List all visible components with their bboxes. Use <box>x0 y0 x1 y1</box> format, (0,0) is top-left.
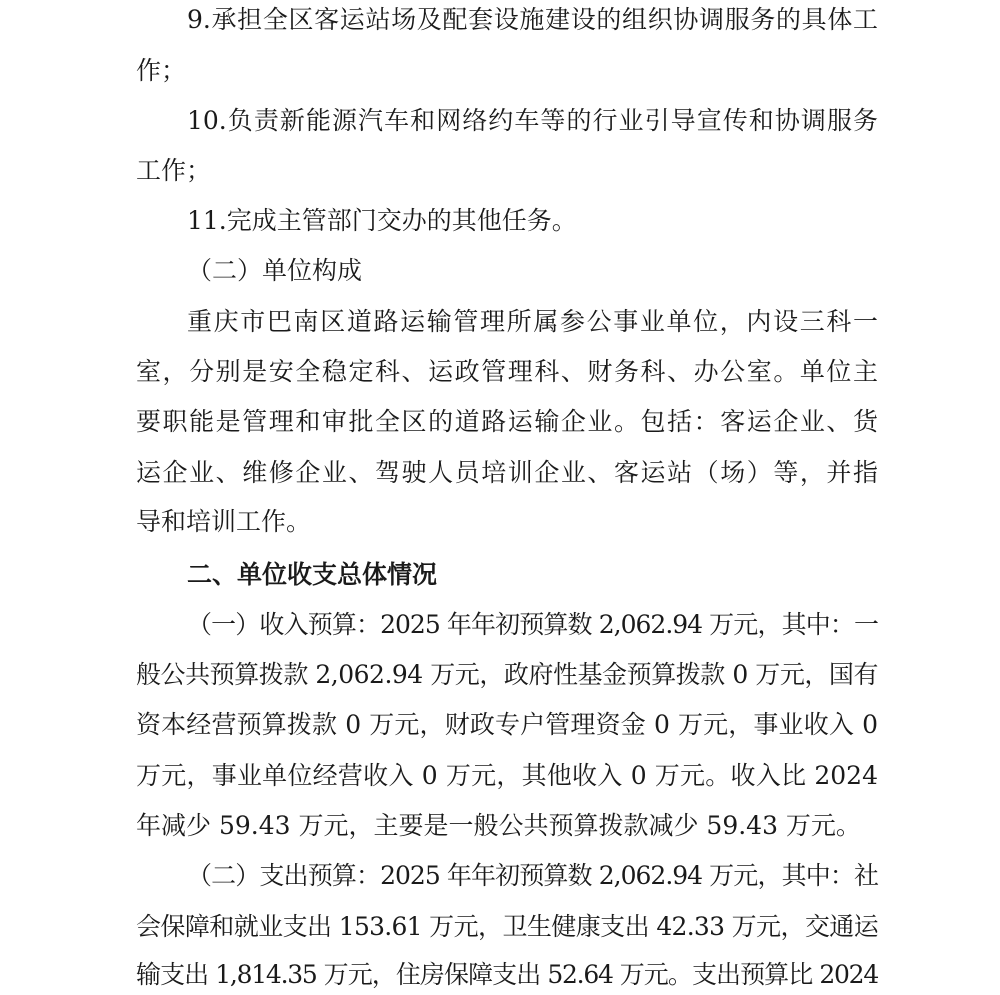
paragraph-item-10-line-1: 10.负责新能源汽车和网络约车等的行业引导宣传和协调服务 <box>187 106 878 135</box>
unit-composition-line-4: 运企业、维修企业、驾驶人员培训企业、客运站（场）等，并指 <box>136 458 878 487</box>
section-heading-income-expenditure: 二、单位收支总体情况 <box>187 560 438 589</box>
paragraph-item-9-line-2: 作； <box>136 56 187 85</box>
unit-composition-line-2: 室，分别是安全稳定科、运政管理科、财务科、办公室。单位主 <box>136 357 878 386</box>
expenditure-budget-line-1: （二）支出预算：2025 年年初预算数 2,062.94 万元，其中：社 <box>187 861 878 890</box>
expenditure-budget-line-2: 会保障和就业支出 153.61 万元，卫生健康支出 42.33 万元，交通运 <box>136 912 878 941</box>
income-budget-line-2: 般公共预算拨款 2,062.94 万元，政府性基金预算拨款 0 万元，国有 <box>136 660 878 689</box>
income-budget-line-5: 年减少 59.43 万元，主要是一般公共预算拨款减少 59.43 万元。 <box>136 811 861 840</box>
unit-composition-line-1: 重庆市巴南区道路运输管理所属参公事业单位，内设三科一 <box>187 307 878 336</box>
section-heading-unit-composition: （二）单位构成 <box>187 256 363 285</box>
paragraph-item-10-line-2: 工作； <box>136 156 212 185</box>
paragraph-item-9-line-1: 9.承担全区客运站场及配套设施建设的组织协调服务的具体工 <box>187 5 878 34</box>
expenditure-budget-line-3: 输支出 1,814.35 万元，住房保障支出 52.64 万元。支出预算比 2024 <box>136 960 878 989</box>
income-budget-line-4: 万元，事业单位经营收入 0 万元，其他收入 0 万元。收入比 2024 <box>136 761 878 790</box>
unit-composition-line-5: 导和培训工作。 <box>136 507 312 536</box>
unit-composition-line-3: 要职能是管理和审批全区的道路运输企业。包括：客运企业、货 <box>136 407 878 436</box>
paragraph-item-11: 11.完成主管部门交办的其他任务。 <box>187 206 577 235</box>
income-budget-line-3: 资本经营预算拨款 0 万元，财政专户管理资金 0 万元，事业收入 0 <box>136 710 878 739</box>
income-budget-line-1: （一）收入预算：2025 年年初预算数 2,062.94 万元，其中：一 <box>187 610 878 639</box>
